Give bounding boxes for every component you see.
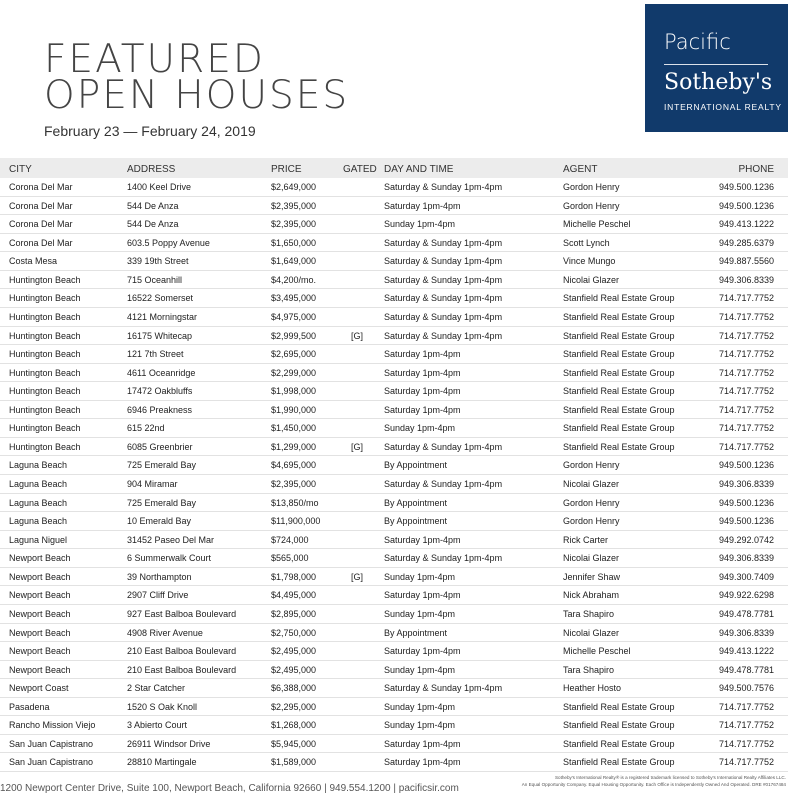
table-row: [0, 401, 788, 420]
cell-address: 121 7th Street: [127, 349, 184, 360]
cell-day-and-time: By Appointment: [384, 497, 448, 508]
cell-price: $11,900,000: [271, 516, 321, 527]
cell-day-and-time: Sunday 1pm-4pm: [384, 701, 456, 712]
cell-city: Laguna Beach: [9, 516, 68, 527]
cell-agent: Nicolai Glazer: [563, 274, 620, 285]
cell-day-and-time: By Appointment: [384, 460, 448, 471]
cell-agent: Stanfield Real Estate Group: [563, 349, 675, 360]
cell-agent: Stanfield Real Estate Group: [563, 701, 675, 712]
table-row: [0, 605, 788, 624]
table-row: [0, 549, 788, 568]
table-row: [0, 531, 788, 550]
table-row: [0, 327, 788, 346]
cell-agent: Stanfield Real Estate Group: [563, 293, 675, 304]
cell-city: Laguna Beach: [9, 460, 68, 471]
table-row: [0, 345, 788, 364]
cell-address: 210 East Balboa Boulevard: [127, 664, 237, 675]
cell-day-and-time: By Appointment: [384, 516, 448, 527]
cell-price: $724,000: [271, 534, 309, 545]
cell-price: $1,650,000: [271, 237, 317, 248]
cell-price: $2,299,000: [271, 367, 317, 378]
table-row: [0, 475, 788, 494]
logo-pacific-text: Pacific: [664, 30, 731, 54]
cell-address: 17472 Oakbluffs: [127, 386, 193, 397]
table-row: [0, 494, 788, 513]
date-range: February 23 — February 24, 2019: [44, 123, 256, 139]
cell-agent: Stanfield Real Estate Group: [563, 720, 675, 731]
cell-city: Corona Del Mar: [9, 200, 73, 211]
cell-price: $2,999,500: [271, 330, 317, 341]
cell-city: Huntington Beach: [9, 404, 81, 415]
cell-phone: 949.500.1236: [718, 182, 774, 192]
cell-agent: Tara Shapiro: [563, 664, 615, 675]
cell-day-and-time: Saturday 1pm-4pm: [384, 590, 461, 601]
table-row: [0, 419, 788, 438]
cell-city: Corona Del Mar: [9, 182, 73, 192]
cell-address: 339 19th Street: [127, 256, 189, 267]
cell-city: Huntington Beach: [9, 349, 81, 360]
cell-city: Huntington Beach: [9, 367, 81, 378]
table-row: [0, 624, 788, 643]
cell-day-and-time: Saturday & Sunday 1pm-4pm: [384, 683, 503, 694]
cell-phone: 949.306.8339: [718, 479, 774, 489]
table-row: [0, 308, 788, 327]
table-row: [0, 234, 788, 253]
cell-city: Huntington Beach: [9, 423, 81, 434]
table-row: [0, 197, 788, 216]
cell-price: $5,945,000: [271, 738, 317, 749]
cell-day-and-time: Sunday 1pm-4pm: [384, 571, 456, 582]
cell-address: 6946 Preakness: [127, 404, 193, 415]
cell-address: 16522 Somerset: [127, 293, 194, 304]
page-title: [44, 37, 350, 118]
column-header-price: PRICE: [271, 164, 302, 175]
table-row: [0, 661, 788, 680]
column-header-gated: GATED: [343, 164, 377, 175]
cell-price: $2,649,000: [271, 182, 317, 192]
cell-phone: 949.500.1236: [718, 200, 774, 211]
brand-logo: [645, 4, 788, 132]
cell-price: $2,695,000: [271, 349, 317, 360]
table-row: [0, 438, 788, 457]
column-header-agent: AGENT: [563, 164, 598, 175]
cell-phone: 949.285.6379: [718, 237, 774, 248]
cell-phone: 714.717.7752: [718, 330, 774, 341]
cell-day-and-time: Sunday 1pm-4pm: [384, 664, 456, 675]
cell-phone: 949.300.7409: [718, 571, 774, 582]
cell-phone: 949.500.1236: [718, 460, 774, 471]
table-row: [0, 178, 788, 197]
cell-agent: Heather Hosto: [563, 683, 622, 694]
cell-address: 6 Summerwalk Court: [127, 553, 212, 564]
cell-address: 725 Emerald Bay: [127, 497, 197, 508]
cell-city: Laguna Beach: [9, 479, 68, 489]
table-row: [0, 679, 788, 698]
cell-address: 1520 S Oak Knoll: [127, 701, 198, 712]
cell-agent: Nicolai Glazer: [563, 553, 620, 564]
cell-phone: 714.717.7752: [718, 757, 774, 768]
cell-agent: Michelle Peschel: [563, 219, 631, 230]
table-row: [0, 716, 788, 735]
cell-price: $1,798,000: [271, 571, 317, 582]
cell-price: $2,395,000: [271, 219, 317, 230]
open-houses-table: [0, 158, 788, 772]
cell-day-and-time: Saturday 1pm-4pm: [384, 646, 461, 657]
cell-city: Huntington Beach: [9, 274, 81, 285]
column-header-address: ADDRESS: [127, 164, 176, 175]
cell-price: $2,295,000: [271, 701, 317, 712]
cell-phone: 714.717.7752: [718, 441, 774, 452]
cell-day-and-time: Sunday 1pm-4pm: [384, 608, 456, 619]
cell-agent: Gordon Henry: [563, 516, 620, 527]
cell-city: Costa Mesa: [9, 256, 58, 267]
cell-address: 3 Abierto Court: [127, 720, 188, 731]
cell-day-and-time: Saturday 1pm-4pm: [384, 386, 461, 397]
cell-agent: Rick Carter: [563, 534, 609, 545]
table-row: [0, 642, 788, 661]
table-row: [0, 382, 788, 401]
footer-legal-line-1: Sotheby's International Realty® is a registered trademark licensed to Sotheby's International Realty Affiliates LLC.: [554, 775, 786, 780]
table-body: [0, 178, 788, 772]
cell-agent: Stanfield Real Estate Group: [563, 404, 675, 415]
title-line-1: FEATURED: [44, 37, 265, 82]
cell-phone: 949.500.1236: [718, 497, 774, 508]
logo-sothebys-text: Sotheby's: [664, 70, 773, 95]
cell-agent: Tara Shapiro: [563, 608, 615, 619]
cell-phone: 714.717.7752: [718, 404, 774, 415]
cell-price: $6,388,000: [271, 683, 317, 694]
cell-day-and-time: By Appointment: [384, 627, 448, 638]
cell-agent: Stanfield Real Estate Group: [563, 757, 675, 768]
cell-day-and-time: Saturday & Sunday 1pm-4pm: [384, 330, 503, 341]
cell-city: Huntington Beach: [9, 386, 81, 397]
cell-phone: 949.292.0742: [718, 534, 774, 545]
cell-city: Newport Beach: [9, 571, 71, 582]
table-row: [0, 215, 788, 234]
cell-price: $4,975,000: [271, 311, 317, 322]
cell-day-and-time: Saturday 1pm-4pm: [384, 534, 461, 545]
cell-address: 31452 Paseo Del Mar: [127, 534, 215, 545]
cell-day-and-time: Saturday & Sunday 1pm-4pm: [384, 553, 503, 564]
cell-day-and-time: Sunday 1pm-4pm: [384, 423, 456, 434]
cell-price: $565,000: [271, 553, 309, 564]
cell-city: Huntington Beach: [9, 330, 81, 341]
table-row: [0, 364, 788, 383]
cell-agent: Vince Mungo: [563, 256, 616, 267]
cell-agent: Stanfield Real Estate Group: [563, 738, 675, 749]
cell-address: 725 Emerald Bay: [127, 460, 197, 471]
column-header-phone: PHONE: [738, 164, 774, 175]
cell-city: Corona Del Mar: [9, 219, 73, 230]
cell-phone: 949.500.7576: [718, 683, 774, 694]
cell-agent: Gordon Henry: [563, 182, 620, 192]
cell-city: Laguna Beach: [9, 497, 68, 508]
cell-price: $1,990,000: [271, 404, 317, 415]
cell-price: $1,589,000: [271, 757, 317, 768]
cell-day-and-time: Saturday 1pm-4pm: [384, 757, 461, 768]
cell-price: $2,395,000: [271, 200, 317, 211]
cell-address: 4611 Oceanridge: [127, 367, 196, 378]
cell-day-and-time: Sunday 1pm-4pm: [384, 720, 456, 731]
cell-phone: 949.413.1222: [718, 219, 774, 230]
cell-phone: 714.717.7752: [718, 293, 774, 304]
cell-city: Newport Beach: [9, 664, 71, 675]
cell-day-and-time: Saturday & Sunday 1pm-4pm: [384, 293, 503, 304]
cell-price: $2,395,000: [271, 479, 317, 489]
cell-price: $1,998,000: [271, 386, 317, 397]
cell-phone: 949.306.8339: [718, 553, 774, 564]
table-row: [0, 735, 788, 754]
cell-price: $4,200/mo.: [271, 274, 317, 285]
logo-divider: [664, 64, 768, 65]
cell-city: Newport Beach: [9, 553, 71, 564]
cell-phone: 949.306.8339: [718, 627, 774, 638]
cell-phone: 714.717.7752: [718, 720, 774, 731]
cell-price: $2,495,000: [271, 664, 317, 675]
cell-agent: Stanfield Real Estate Group: [563, 311, 675, 322]
cell-phone: 714.717.7752: [718, 423, 774, 434]
cell-gated: [G]: [351, 441, 364, 452]
cell-city: Corona Del Mar: [9, 237, 73, 248]
logo-international-realty-text: INTERNATIONAL REALTY: [664, 102, 782, 112]
cell-address: 10 Emerald Bay: [127, 516, 192, 527]
cell-price: $2,895,000: [271, 608, 317, 619]
cell-city: Pasadena: [9, 701, 50, 712]
cell-address: 715 Oceanhill: [127, 274, 183, 285]
cell-agent: Nicolai Glazer: [563, 627, 620, 638]
cell-address: 904 Miramar: [127, 479, 178, 489]
table-row: [0, 586, 788, 605]
cell-address: 4121 Morningstar: [127, 311, 198, 322]
cell-day-and-time: Saturday & Sunday 1pm-4pm: [384, 441, 503, 452]
table-row: [0, 698, 788, 717]
cell-agent: Gordon Henry: [563, 200, 620, 211]
cell-price: $1,450,000: [271, 423, 317, 434]
cell-city: Huntington Beach: [9, 441, 81, 452]
cell-gated: [G]: [351, 330, 364, 341]
column-header-city: CITY: [9, 164, 32, 175]
cell-address: 4908 River Avenue: [127, 627, 203, 638]
cell-address: 603.5 Poppy Avenue: [127, 237, 210, 248]
cell-day-and-time: Saturday 1pm-4pm: [384, 349, 461, 360]
cell-price: $1,649,000: [271, 256, 317, 267]
table-row: [0, 753, 788, 772]
cell-day-and-time: Saturday 1pm-4pm: [384, 367, 461, 378]
cell-phone: 714.717.7752: [718, 701, 774, 712]
cell-city: Rancho Mission Viejo: [9, 720, 96, 731]
cell-day-and-time: Saturday 1pm-4pm: [384, 200, 461, 211]
cell-day-and-time: Saturday 1pm-4pm: [384, 404, 461, 415]
footer-legal: [486, 774, 786, 788]
cell-gated: [G]: [351, 571, 364, 582]
cell-address: 927 East Balboa Boulevard: [127, 608, 237, 619]
cell-phone: 949.478.7781: [718, 608, 774, 619]
cell-agent: Michelle Peschel: [563, 646, 631, 657]
cell-agent: Gordon Henry: [563, 460, 620, 471]
cell-address: 615 22nd: [127, 423, 165, 434]
cell-price: $2,495,000: [271, 646, 317, 657]
cell-agent: Stanfield Real Estate Group: [563, 441, 675, 452]
cell-day-and-time: Saturday & Sunday 1pm-4pm: [384, 256, 503, 267]
cell-agent: Scott Lynch: [563, 237, 610, 248]
title-line-2: OPEN HOUSES: [44, 73, 350, 118]
table-row: [0, 568, 788, 587]
cell-city: San Juan Capistrano: [9, 738, 94, 749]
cell-agent: Jennifer Shaw: [563, 571, 621, 582]
cell-city: Huntington Beach: [9, 293, 81, 304]
cell-price: $3,495,000: [271, 293, 317, 304]
cell-city: Huntington Beach: [9, 311, 81, 322]
cell-price: $1,268,000: [271, 720, 317, 731]
cell-phone: 949.500.1236: [718, 516, 774, 527]
cell-day-and-time: Saturday 1pm-4pm: [384, 738, 461, 749]
cell-address: 1400 Keel Drive: [127, 182, 192, 192]
table-row: [0, 271, 788, 290]
cell-city: Newport Beach: [9, 590, 71, 601]
cell-agent: Nicolai Glazer: [563, 479, 620, 489]
table-row: [0, 512, 788, 531]
cell-address: 26911 Windsor Drive: [127, 738, 211, 749]
cell-address: 16175 Whitecap: [127, 330, 193, 341]
cell-day-and-time: Saturday & Sunday 1pm-4pm: [384, 182, 503, 192]
table-row: [0, 252, 788, 271]
cell-price: $4,695,000: [271, 460, 317, 471]
table-row: [0, 456, 788, 475]
cell-phone: 714.717.7752: [718, 349, 774, 360]
cell-phone: 714.717.7752: [718, 367, 774, 378]
cell-price: $13,850/mo: [271, 497, 319, 508]
cell-city: Newport Beach: [9, 646, 71, 657]
cell-phone: 714.717.7752: [718, 311, 774, 322]
cell-address: 210 East Balboa Boulevard: [127, 646, 237, 657]
cell-address: 28810 Martingale: [127, 757, 197, 768]
cell-price: $2,750,000: [271, 627, 317, 638]
cell-phone: 949.887.5560: [718, 256, 774, 267]
cell-address: 39 Northampton: [127, 571, 192, 582]
table-header: [0, 158, 788, 178]
cell-address: 544 De Anza: [127, 200, 179, 211]
footer-legal-line-2: An Equal Opportunity Company. Equal Housing Opportunity. Each Office is Independently Owned And Operated. DRE #01767484: [521, 782, 786, 787]
cell-city: San Juan Capistrano: [9, 757, 94, 768]
cell-city: Newport Beach: [9, 627, 71, 638]
cell-price: $4,495,000: [271, 590, 317, 601]
cell-phone: 949.306.8339: [718, 274, 774, 285]
cell-city: Newport Beach: [9, 608, 71, 619]
cell-day-and-time: Saturday & Sunday 1pm-4pm: [384, 479, 503, 489]
cell-address: 6085 Greenbrier: [127, 441, 193, 452]
cell-phone: 949.478.7781: [718, 664, 774, 675]
cell-agent: Stanfield Real Estate Group: [563, 367, 675, 378]
cell-address: 544 De Anza: [127, 219, 179, 230]
cell-address: 2 Star Catcher: [127, 683, 186, 694]
column-header-day-and-time: DAY AND TIME: [384, 164, 454, 175]
cell-price: $1,299,000: [271, 441, 317, 452]
cell-address: 2907 Cliff Drive: [127, 590, 189, 601]
cell-phone: 714.717.7752: [718, 738, 774, 749]
cell-agent: Gordon Henry: [563, 497, 620, 508]
cell-agent: Stanfield Real Estate Group: [563, 423, 675, 434]
cell-agent: Stanfield Real Estate Group: [563, 330, 675, 341]
cell-agent: Stanfield Real Estate Group: [563, 386, 675, 397]
cell-agent: Nick Abraham: [563, 590, 620, 601]
table-row: [0, 289, 788, 308]
cell-phone: 714.717.7752: [718, 386, 774, 397]
cell-city: Laguna Niguel: [9, 534, 68, 545]
cell-phone: 949.922.6298: [718, 590, 774, 601]
cell-day-and-time: Saturday & Sunday 1pm-4pm: [384, 311, 503, 322]
footer-address: 1200 Newport Center Drive, Suite 100, Newport Beach, California 92660 | 949.554.1200 | pacificsir.com: [0, 783, 459, 794]
cell-day-and-time: Sunday 1pm-4pm: [384, 219, 456, 230]
cell-day-and-time: Saturday & Sunday 1pm-4pm: [384, 274, 503, 285]
cell-day-and-time: Saturday & Sunday 1pm-4pm: [384, 237, 503, 248]
cell-city: Newport Coast: [9, 683, 69, 694]
cell-phone: 949.413.1222: [718, 646, 774, 657]
